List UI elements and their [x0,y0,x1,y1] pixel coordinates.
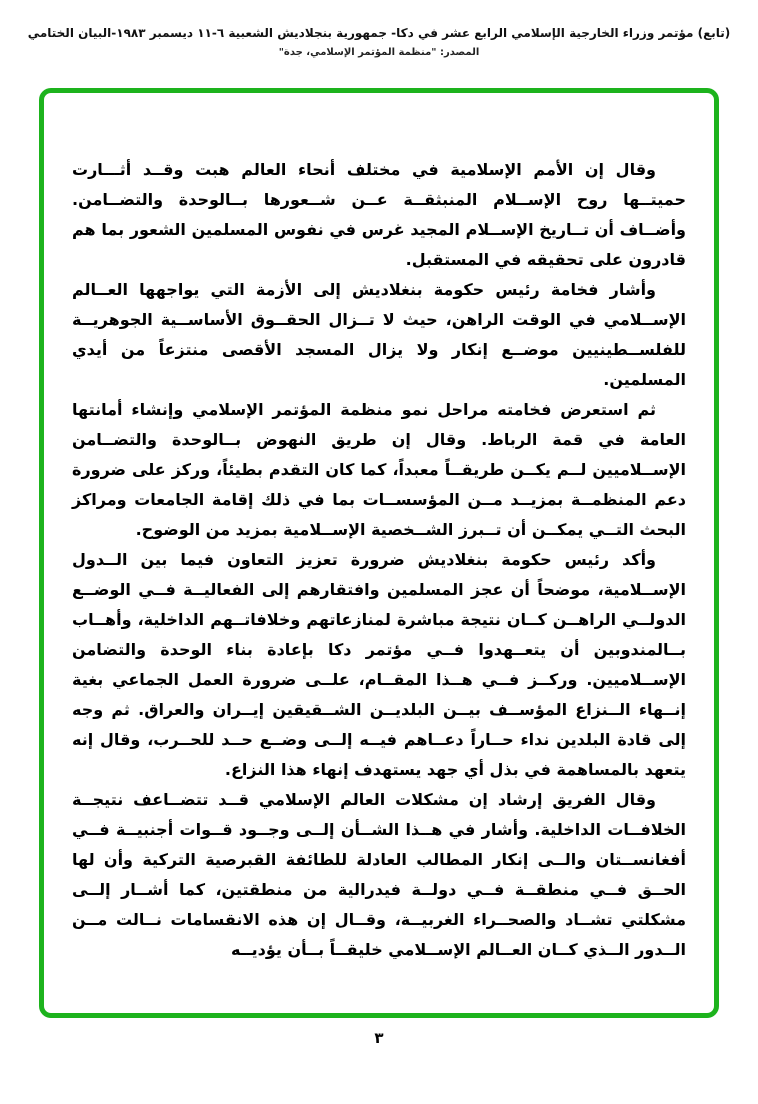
paragraph: وقال الفريق إرشاد إن مشكلات العالم الإسلامي قــد تتضــاعف نتيجــة الخلافــات الداخلية. وأشار في هــذا الشــأن إلــى وجــود قــوات أجنبيــة فــي أفغانســتان والــى إنكار المطالب العادلة للطائفة القبرصية التركية وأن لها الحــق فــي منطقــة فــي دولــة فيدرالية من منطقتين، كما أشــار إلــى مشكلتي تشــاد والصحــراء الغربيــة، وقــال إن هذه الانقسامات نــالت مــن الــدور الــذي كــان العــالم الإســلامي خليقــاً بــأن يؤديــه [72,790,686,959]
paragraph: وأكد رئيس حكومة بنغلاديش ضرورة تعزيز التعاون فيما بين الــدول الإســلامية، موضحاً أن عجز المسلمين وافتقارهم إلى الفعاليــة فــي الوضــع الدولــي الراهــن كــان نتيجة مباشرة لمنازعاتهم وخلافاتــهم الداخلية، وأهــاب بــالمندوبين أن يتعــهدوا فــي مؤتمر دكا بإعادة بناء الوحدة والتضامن الإســلاميين. وركــز فــي هــذا المقــام، علــى ضرورة العمل الجماعي بغية إنــهاء الــنزاع المؤســف بيــن البلديــن الشــقيقين إيــران والعراق. ثم وجه إلى قادة البلدين نداء حــاراً دعــاهم فيــه إلــى وضــع حــد للحــرب، وقال إنه يتعهد بالمساهمة في بذل أي جهد يستهدف إنهاء هذا النزاع. [72,550,686,779]
document-header [0,26,758,58]
paragraph: ثم استعرض فخامته مراحل نمو منظمة المؤتمر الإسلامي وإنشاء أمانتها العامة في قمة الرباط. وقال إن طريق النهوض بــالوحدة والتضــامن الإســلاميين لــم يكــن طريقــاً معبداً، كما كان التقدم بطيئاً، وركز على ضرورة دعم المنظمــة بمزيــد مــن المؤسســات بما في ذلك إقامة الجامعات ومراكز البحث التــي يمكــن أن تــبرز الشــخصية الإســلامية بمزيد من الوضوح. [72,400,686,539]
page-footer [0,1028,758,1047]
paragraph: وقال إن الأمم الإسلامية في مختلف أنحاء العالم هبت وقــد أثـــارت حميتــها روح الإســلام المنبثقــة عــن شــعورها بــالوحدة والتضــامن. وأضــاف أن تــاريخ الإســلام المجيد غرس في نفوس المسلمين الشعور بما هم قادرون على تحقيقه في المستقبل. [72,160,686,269]
document-page [0,26,758,1047]
paragraph: وأشار فخامة رئيس حكومة بنغلاديش إلى الأزمة التي يواجهها العــالم الإســلامي في الوقت الراهن، حيث لا تــزال الحقــوق الأساســية الجوهريــة للفلســطينيين موضــع إنكار ولا يزال المسجد الأقصى منتزعاً من أيدي المسلمين. [72,280,686,389]
body-text [44,93,714,965]
page-number: ٣ [374,1029,384,1047]
green-frame [39,88,719,1018]
header-title: (تابع) مؤتمر وزراء الخارجية الإسلامي الرابع عشر في دكا- جمهورية بنجلاديش الشعبية ٦-١١ ديسمبر ١٩٨٣-البيان الختامي [27,26,731,40]
header-source: المصدر: "منظمة المؤتمر الإسلامي، جدة" [278,47,480,58]
